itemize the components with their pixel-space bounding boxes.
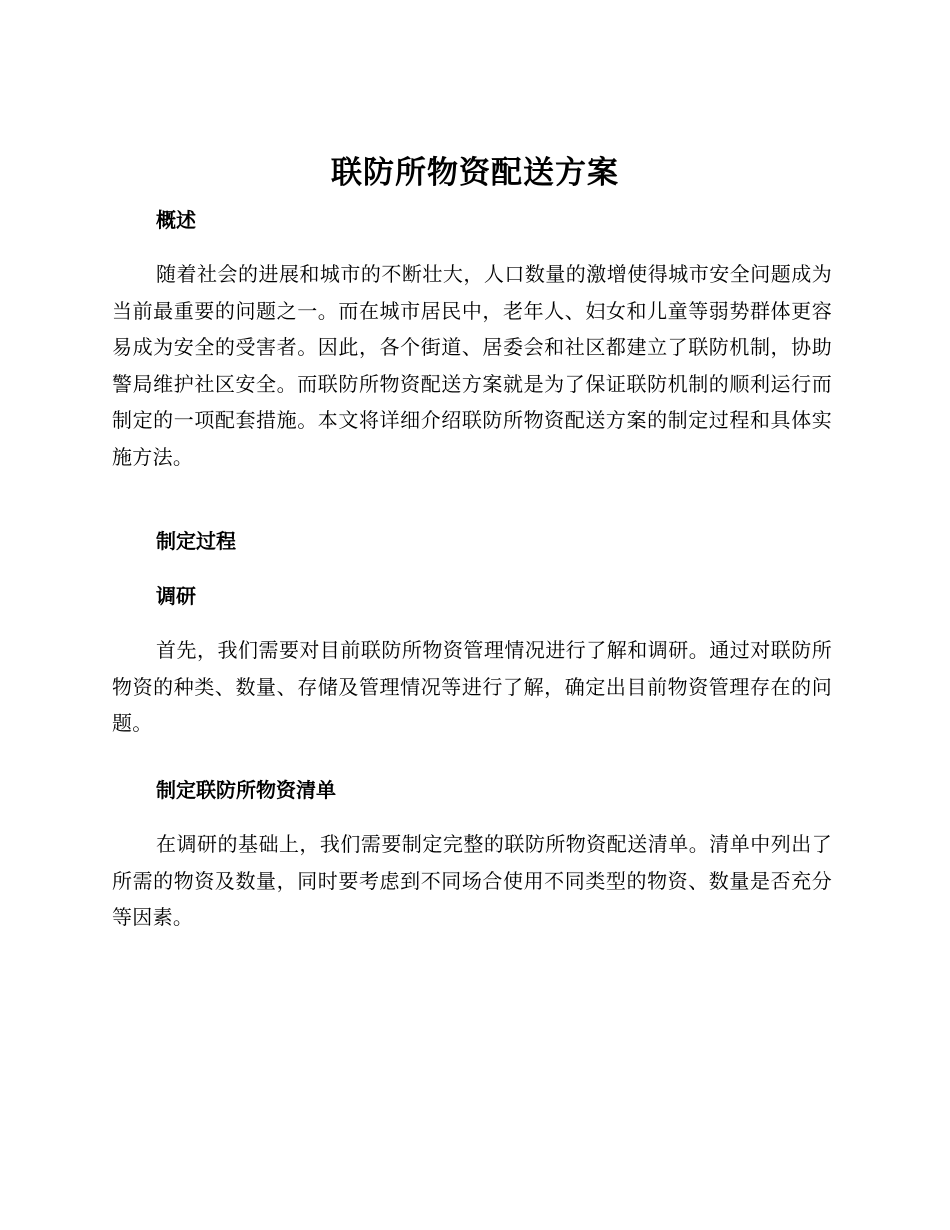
section-paragraph-material-list: 在调研的基础上，我们需要制定完整的联防所物资配送清单。清单中列出了所需的物资及数量，同时要考虑到不同场合使用不同类型的物资、数量是否充分等因素。 — [112, 832, 832, 929]
section-paragraph-research: 首先，我们需要对目前联防所物资管理情况进行了解和调研。通过对联防所物资的种类、数量、存储及管理情况等进行了解，确定出目前物资管理存在的问题。 — [112, 638, 832, 735]
section-heading-overview: 概述 — [156, 208, 196, 232]
section-heading-research: 调研 — [156, 584, 196, 608]
document-title: 联防所物资配送方案 — [331, 155, 619, 191]
section-paragraph-overview: 随着社会的进展和城市的不断壮大，人口数量的激增使得城市安全问题成为当前最重要的问题之一。而在城市居民中，老年人、妇女和儿童等弱势群体更容易成为安全的受害者。因此，各个街道、居委会和社区都建立了联防机制，协助警局维护社区安全。而联防所物资配送方案就是为了保证联防机制的顺利运行而制定的一项配套措施。本文将详细介绍联防所物资配送方案的制定过程和具体实施方法。 — [112, 262, 832, 469]
section-heading-process: 制定过程 — [156, 529, 236, 553]
section-heading-material-list: 制定联防所物资清单 — [156, 778, 336, 802]
